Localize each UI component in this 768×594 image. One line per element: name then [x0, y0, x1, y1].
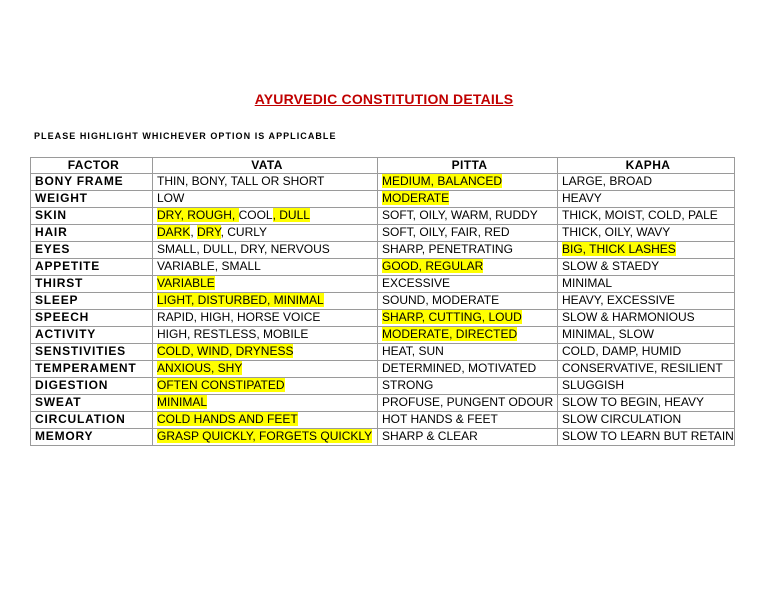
- kapha-text: SLOW & STAEDY: [562, 259, 660, 273]
- document-title: AYURVEDIC CONSTITUTION DETAILS: [254, 91, 514, 107]
- vata-cell[interactable]: [153, 395, 378, 412]
- pitta-text: SOFT, OILY, FAIR, RED: [382, 225, 510, 239]
- table-row: [31, 429, 735, 446]
- kapha-text: HEAVY, EXCESSIVE: [562, 293, 675, 307]
- factor-cell: ACTIVITY: [31, 327, 153, 344]
- kapha-cell[interactable]: [558, 191, 735, 208]
- vata-text-part: DARK: [157, 225, 191, 239]
- vata-text: LOW: [157, 191, 185, 205]
- kapha-cell[interactable]: [558, 310, 735, 327]
- table-body: [31, 174, 735, 446]
- header-factor: FACTOR: [31, 158, 153, 174]
- factor-cell: TEMPERAMENT: [31, 361, 153, 378]
- table-row: [31, 378, 735, 395]
- pitta-cell[interactable]: [378, 361, 558, 378]
- kapha-cell[interactable]: [558, 395, 735, 412]
- pitta-text: MODERATE, DIRECTED: [382, 327, 518, 341]
- pitta-text: SHARP, CUTTING, LOUD: [382, 310, 522, 324]
- table-row: [31, 310, 735, 327]
- table-row: [31, 208, 735, 225]
- kapha-cell[interactable]: [558, 378, 735, 395]
- kapha-text: SLOW TO BEGIN, HEAVY: [562, 395, 705, 409]
- kapha-cell[interactable]: [558, 208, 735, 225]
- factor-cell: SPEECH: [31, 310, 153, 327]
- table-row: [31, 327, 735, 344]
- factor-cell: HAIR: [31, 225, 153, 242]
- pitta-text: SOUND, MODERATE: [382, 293, 500, 307]
- vata-cell[interactable]: [153, 276, 378, 293]
- vata-text: MINIMAL: [157, 395, 208, 409]
- kapha-cell[interactable]: [558, 344, 735, 361]
- table-row: [31, 174, 735, 191]
- factor-cell: SENSTIVITIES: [31, 344, 153, 361]
- vata-text: VARIABLE: [157, 276, 215, 290]
- pitta-text: MODERATE: [382, 191, 450, 205]
- factor-cell: BONY FRAME: [31, 174, 153, 191]
- vata-text: THIN, BONY, TALL OR SHORT: [157, 174, 325, 188]
- pitta-cell[interactable]: [378, 191, 558, 208]
- header-kapha: KAPHA: [558, 158, 735, 174]
- kapha-text: BIG, THICK LASHES: [562, 242, 676, 256]
- kapha-text: SLOW CIRCULATION: [562, 412, 682, 426]
- pitta-text: STRONG: [382, 378, 434, 392]
- pitta-text: DETERMINED, MOTIVATED: [382, 361, 537, 375]
- factor-cell: EYES: [31, 242, 153, 259]
- vata-text: OFTEN CONSTIPATED: [157, 378, 285, 392]
- kapha-text: SLOW & HARMONIOUS: [562, 310, 695, 324]
- kapha-cell[interactable]: [558, 429, 735, 446]
- table-row: [31, 344, 735, 361]
- pitta-cell[interactable]: [378, 225, 558, 242]
- pitta-cell[interactable]: [378, 174, 558, 191]
- factor-cell: MEMORY: [31, 429, 153, 446]
- kapha-text: MINIMAL, SLOW: [562, 327, 655, 341]
- instruction-text: PLEASE HIGHLIGHT WHICHEVER OPTION IS APPLICABLE: [34, 131, 337, 141]
- pitta-cell[interactable]: [378, 310, 558, 327]
- pitta-cell[interactable]: [378, 293, 558, 310]
- pitta-text: GOOD, REGULAR: [382, 259, 484, 273]
- kapha-text: LARGE, BROAD: [562, 174, 653, 188]
- kapha-cell[interactable]: [558, 293, 735, 310]
- kapha-text: THICK, MOIST, COLD, PALE: [562, 208, 718, 222]
- factor-cell: SWEAT: [31, 395, 153, 412]
- header-pitta: PITTA: [378, 158, 558, 174]
- kapha-cell[interactable]: [558, 327, 735, 344]
- pitta-cell[interactable]: [378, 242, 558, 259]
- table-row: [31, 259, 735, 276]
- factor-cell: WEIGHT: [31, 191, 153, 208]
- table-row: [31, 395, 735, 412]
- constitution-table: [30, 157, 735, 446]
- vata-text: VARIABLE, SMALL: [157, 259, 261, 273]
- kapha-text: HEAVY: [562, 191, 602, 205]
- pitta-text: SHARP & CLEAR: [382, 429, 478, 443]
- table-row: [31, 276, 735, 293]
- vata-text-part: DRY, ROUGH,: [157, 208, 239, 222]
- vata-cell[interactable]: [153, 327, 378, 344]
- vata-text: SMALL, DULL, DRY, NERVOUS: [157, 242, 330, 256]
- vata-text: GRASP QUICKLY, FORGETS QUICKLY: [157, 429, 373, 443]
- pitta-cell[interactable]: [378, 378, 558, 395]
- table-row: [31, 242, 735, 259]
- vata-text-part: , DULL: [272, 208, 310, 222]
- vata-text: LIGHT, DISTURBED, MINIMAL: [157, 293, 324, 307]
- vata-cell[interactable]: [153, 361, 378, 378]
- kapha-cell[interactable]: [558, 412, 735, 429]
- vata-cell[interactable]: [153, 412, 378, 429]
- kapha-text: COLD, DAMP, HUMID: [562, 344, 682, 358]
- kapha-cell[interactable]: [558, 242, 735, 259]
- vata-text-part: DRY: [197, 225, 221, 239]
- table-header-row: [31, 158, 735, 174]
- pitta-cell[interactable]: [378, 327, 558, 344]
- pitta-cell[interactable]: [378, 344, 558, 361]
- kapha-text: SLUGGISH: [562, 378, 625, 392]
- kapha-text: CONSERVATIVE, RESILIENT: [562, 361, 723, 375]
- pitta-text: HEAT, SUN: [382, 344, 444, 358]
- table-row: [31, 191, 735, 208]
- pitta-cell[interactable]: [378, 395, 558, 412]
- vata-text: ANXIOUS, SHY: [157, 361, 243, 375]
- kapha-cell[interactable]: [558, 276, 735, 293]
- vata-text-part: , CURLY: [220, 225, 268, 239]
- factor-cell: SLEEP: [31, 293, 153, 310]
- pitta-cell[interactable]: [378, 259, 558, 276]
- kapha-cell[interactable]: [558, 174, 735, 191]
- table-row: [31, 225, 735, 242]
- vata-cell[interactable]: [153, 259, 378, 276]
- vata-cell[interactable]: [153, 208, 378, 225]
- header-vata: VATA: [153, 158, 378, 174]
- vata-cell[interactable]: [153, 174, 378, 191]
- pitta-text: EXCESSIVE: [382, 276, 451, 290]
- vata-cell[interactable]: [153, 293, 378, 310]
- vata-cell[interactable]: [153, 344, 378, 361]
- pitta-cell[interactable]: [378, 276, 558, 293]
- vata-text: COLD, WIND, DRYNESS: [157, 344, 294, 358]
- kapha-cell[interactable]: [558, 259, 735, 276]
- pitta-text: MEDIUM, BALANCED: [382, 174, 503, 188]
- kapha-cell[interactable]: [558, 361, 735, 378]
- vata-text: HIGH, RESTLESS, MOBILE: [157, 327, 309, 341]
- vata-text: RAPID, HIGH, HORSE VOICE: [157, 310, 321, 324]
- pitta-text: PROFUSE, PUNGENT ODOUR: [382, 395, 554, 409]
- pitta-cell[interactable]: [378, 429, 558, 446]
- pitta-text: SHARP, PENETRATING: [382, 242, 513, 256]
- kapha-cell[interactable]: [558, 225, 735, 242]
- factor-cell: THIRST: [31, 276, 153, 293]
- vata-cell[interactable]: [153, 225, 378, 242]
- vata-text: COLD HANDS AND FEET: [157, 412, 298, 426]
- kapha-text: MINIMAL: [562, 276, 613, 290]
- vata-cell[interactable]: [153, 191, 378, 208]
- pitta-cell[interactable]: [378, 208, 558, 225]
- table-row: [31, 361, 735, 378]
- pitta-text: SOFT, OILY, WARM, RUDDY: [382, 208, 538, 222]
- vata-cell[interactable]: [153, 429, 378, 446]
- vata-cell[interactable]: [153, 310, 378, 327]
- vata-cell[interactable]: [153, 242, 378, 259]
- vata-text-part: ,: [190, 225, 198, 239]
- factor-cell: SKIN: [31, 208, 153, 225]
- kapha-text: THICK, OILY, WAVY: [562, 225, 671, 239]
- table-row: [31, 412, 735, 429]
- vata-cell[interactable]: [153, 378, 378, 395]
- factor-cell: CIRCULATION: [31, 412, 153, 429]
- pitta-cell[interactable]: [378, 412, 558, 429]
- vata-text-part: COOL: [238, 208, 273, 222]
- factor-cell: APPETITE: [31, 259, 153, 276]
- factor-cell: DIGESTION: [31, 378, 153, 395]
- table-row: [31, 293, 735, 310]
- kapha-text: SLOW TO LEARN BUT RETAIN: [562, 429, 734, 443]
- pitta-text: HOT HANDS & FEET: [382, 412, 498, 426]
